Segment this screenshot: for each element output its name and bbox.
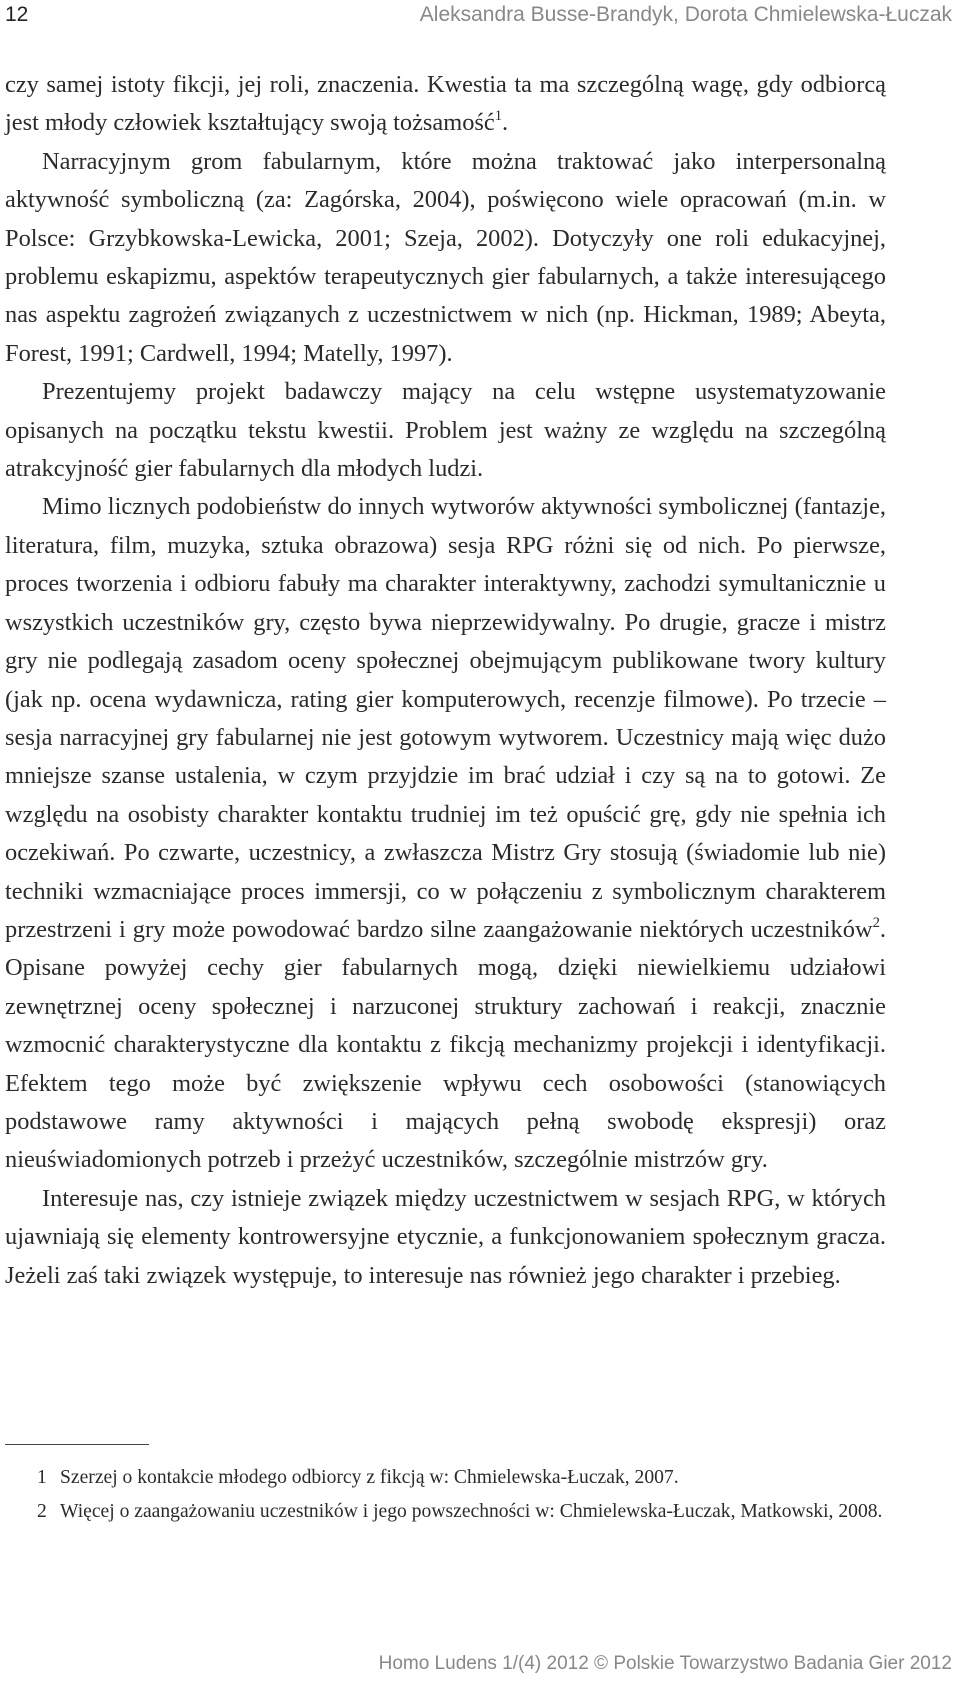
- footnote-ref-1: 1: [494, 108, 503, 125]
- paragraph: [5, 488, 886, 1179]
- paragraph: Narracyjnym grom fabularnym, które można traktować jako interpersonalną aktywność symboliczną (za: Zagórska, 2004), poświęcono wiele opracowań (m.in. w Polsce: Grzybkowska-Lewicka, 2001; Szeja, 2002). Dotyczyły one roli edukacyjnej, problemu eskapizmu, aspektów terapeutycznych gier fabularnych, a także interesującego nas aspektu zagrożeń związanych z uczestnictwem w nich (np. Hickman, 1989; Abeyta, Forest, 1991; Cardwell, 1994; Matelly, 1997).: [5, 147, 886, 367]
- body-text: [5, 66, 886, 1295]
- footnote-2: [5, 1496, 886, 1529]
- footnote-mark: 1: [37, 1467, 47, 1488]
- footnote-1: [5, 1462, 886, 1495]
- footnote-text: Więcej o zaangażowaniu uczestników i jego powszechności w: Chmielewska-Łuczak, Matkowski, 2008.: [60, 1500, 883, 1522]
- footnote-ref-2: 2: [872, 914, 880, 931]
- footnotes: [5, 1462, 886, 1528]
- paragraph: Interesuje nas, czy istnieje związek między uczestnictwem w sesjach RPG, w których ujawniają się elementy kontrowersyjne etycznie, a funkcjonowaniem społecznym gracza. Jeżeli zaś taki związek występuje, to interesuje nas również jego charakter i przebieg.: [5, 1184, 886, 1289]
- footnote-mark: 2: [37, 1500, 47, 1522]
- paragraph-text: Mimo licznych podobieństw do innych wytworów aktywności symbolicznej (fantazje, literatura, film, muzyka, sztuka obrazowa) sesja RPG różni się od nich. Po pierwsze, proces tworzenia i odbioru fabuły ma charakter interaktywny, zachodzi symultanicznie u wszystkich uczestników gry, często bywa nieprzewidywalny. Po drugie, gracze i mistrz gry nie podlegają zasadom oceny społecznej obejmującym publikowane twory kultury (jak np. ocena wydawnicza, rating gier komputerowych, recenzje filmowe). Po trzecie – sesja narracyjnej gry fabularnej nie jest gotowym wytworem. Uczestnicy mają więc dużo mniejsze szanse ustalenia, w czym przyjdzie im brać udział i czy są na to gotowi. Ze względu na osobisty charakter kontaktu trudniej im też opuścić grę, gdy nie spełnia ich oczekiwań. Po czwarte, uczestnicy, a zwłaszcza Mistrz Gry stosują (świadomie lub nie) techniki wzmacniające proces immersji, co w połączeniu z symbolicznym charakterem przestrzeni i gry może powodować bardzo silne zaangażowanie niektórych uczestników: [5, 493, 886, 943]
- page-number: 12: [5, 3, 29, 26]
- running-header: [5, 0, 952, 30]
- footnote-text: Szerzej o kontakcie młodego odbiorcy z fikcją w: Chmielewska-Łuczak, 2007.: [60, 1467, 679, 1488]
- paragraph-text: . Opisane powyżej cechy gier fabularnych mogą, dzięki niewielkiemu udziałowi zewnętrznej oceny społecznej i narzuconej struktury zachowań i reakcji, znacznie wzmocnić charakterystyczne dla kontaktu z fikcją mechanizmy projekcji i identyfikacji. Efektem tego może być zwiększenie wpływu cech osobowości (stanowiących podstawowe ramy aktywności i mających pełną swobodę ekspresji) oraz nieuświadomionych potrzeb i przeżyć uczestników, szczególnie mistrzów gry.: [5, 915, 886, 1174]
- paragraph-continuation: [5, 66, 886, 143]
- paragraph: Prezentujemy projekt badawczy mający na celu wstępne usystematyzowanie opisanych na początku tekstu kwestii. Problem jest ważny ze względu na szczególną atrakcyjność gier fabularnych dla młodych ludzi.: [5, 378, 886, 483]
- paragraph-text: .: [502, 109, 509, 137]
- running-footer: Homo Ludens 1/(4) 2012 © Polskie Towarzystwo Badania Gier 2012: [378, 1653, 952, 1674]
- footnote-divider: [5, 1444, 149, 1445]
- paragraph-text: czy samej istoty fikcji, jej roli, znaczenia. Kwestia ta ma szczególną wagę, gdy odbiorcą jest młody człowiek kształtujący swoją tożsamość: [5, 71, 886, 137]
- header-authors: Aleksandra Busse-Brandyk, Dorota Chmielewska-Łuczak: [419, 3, 952, 26]
